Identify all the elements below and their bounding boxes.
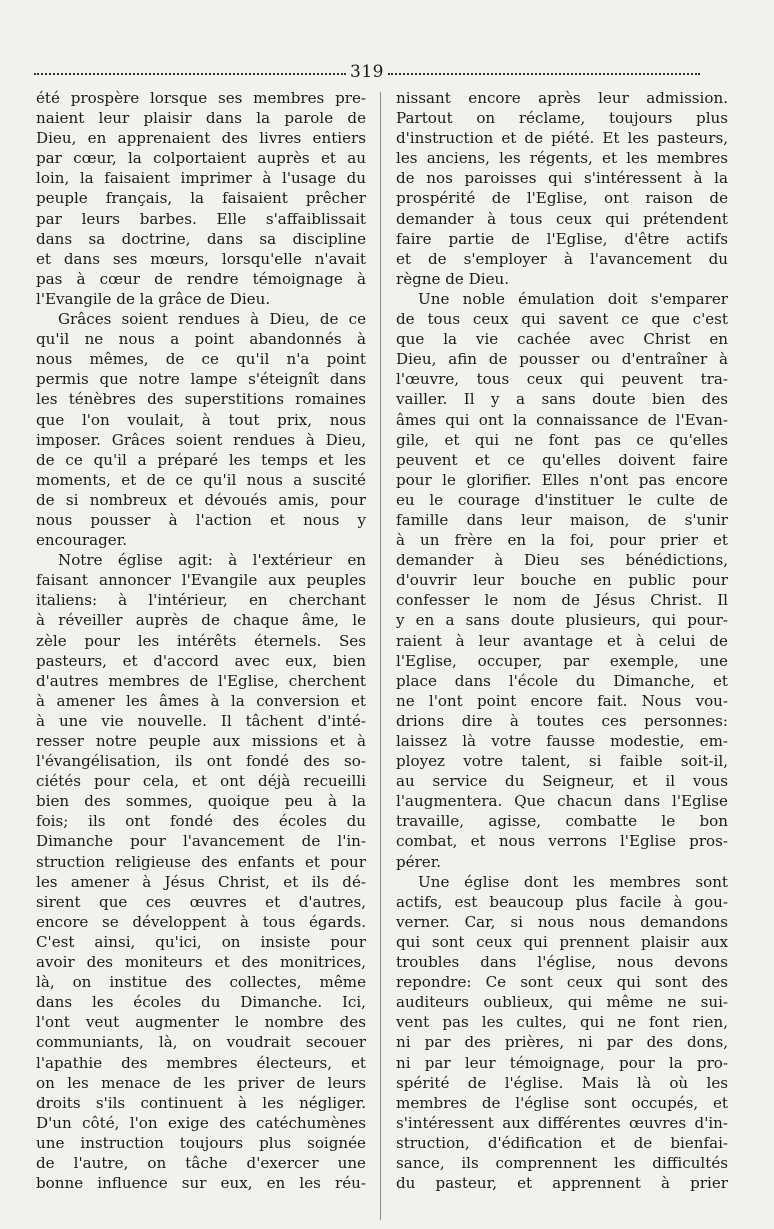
text-line: naient leur plaisir dans la parole de xyxy=(36,109,366,128)
text-line: l'Evangile de la grâce de Dieu. xyxy=(36,289,271,308)
text-line: ployez votre talent, si faible soit-il, xyxy=(396,752,728,771)
text-line: qui sont ceux qui prennent plaisir aux xyxy=(396,932,728,951)
text-line: par leurs barbes. Elle s'affaiblissait xyxy=(36,209,366,228)
text-line: struction, d'édification et de bienfai- xyxy=(396,1133,728,1152)
text-line: âmes qui ont la connaissance de l'Evan- xyxy=(396,410,728,429)
text-line: au service du Seigneur, et il vous xyxy=(396,772,728,791)
left-column xyxy=(36,88,366,1193)
text-line: auditeurs oublieux, qui même ne sui- xyxy=(396,993,728,1012)
text-line: place dans l'école du Dimanche, et xyxy=(396,671,728,690)
text-line: les anciens, les régents, et les membres xyxy=(396,149,728,168)
text-line: y en a sans doute plusieurs, qui pour- xyxy=(396,611,728,630)
text-line: là, on institue des collectes, même xyxy=(36,973,366,992)
text-line: spérité de l'église. Mais là où les xyxy=(396,1073,728,1092)
text-line: prospérité de l'Eglise, ont raison de xyxy=(396,189,728,208)
text-line: du pasteur, et apprennent à prier xyxy=(396,1174,728,1193)
text-line: par cœur, la colportaient auprès et au xyxy=(36,149,366,168)
text-line: Dieu, en apprenaient des livres entiers xyxy=(36,129,366,148)
text-line: eu le courage d'instituer le culte de xyxy=(396,490,728,509)
text-line: l'ont veut augmenter le nombre des xyxy=(36,1013,366,1032)
right-column xyxy=(396,88,728,1193)
text-line: l'apathie des membres électeurs, et xyxy=(36,1053,366,1072)
text-line: ni par des prières, ni par des dons, xyxy=(396,1033,728,1052)
text-line: à réveiller auprès de chaque âme, le xyxy=(36,611,366,630)
page-number: 319 xyxy=(350,62,384,82)
text-line: membres de l'église sont occupés, et xyxy=(396,1093,728,1112)
text-line: permis que notre lampe s'éteignît dans xyxy=(36,370,366,389)
text-line: ciétés pour cela, et ont déjà recueilli xyxy=(36,772,366,791)
text-line: dans sa doctrine, dans sa discipline xyxy=(36,229,366,248)
text-line: actifs, est beaucoup plus facile à gou- xyxy=(396,892,728,911)
text-line: raient à leur avantage et à celui de xyxy=(396,631,728,650)
text-line: avoir des moniteurs et des monitrices, xyxy=(36,953,366,972)
text-line: les amener à Jésus Christ, et ils dé- xyxy=(36,872,366,891)
text-line: encourager. xyxy=(36,531,128,550)
text-line: travaille, agisse, combatte le bon xyxy=(396,812,728,831)
text-line: de l'autre, on tâche d'exercer une xyxy=(36,1153,366,1172)
text-line: demander à tous ceux qui prétendent xyxy=(396,209,728,228)
text-line: Notre église agit: à l'extérieur en xyxy=(58,551,366,570)
text-line: règne de Dieu. xyxy=(396,269,510,288)
text-line: Partout on réclame, toujours plus xyxy=(396,109,728,128)
text-line: peuvent et ce qu'elles doivent faire xyxy=(396,450,728,469)
text-line: nous mêmes, de ce qu'il n'a point xyxy=(36,350,366,369)
text-line: bonne influence sur eux, en les réu- xyxy=(36,1174,366,1193)
text-line: les ténèbres des superstitions romaines xyxy=(36,390,366,409)
text-line: l'œuvre, tous ceux qui peuvent tra- xyxy=(396,370,728,389)
text-line: ni par leur témoignage, pour la pro- xyxy=(396,1053,728,1072)
text-line: de tous ceux qui savent ce que c'est xyxy=(396,310,728,329)
text-line: demander à Dieu ses bénédictions, xyxy=(396,551,728,570)
header-rule-left xyxy=(34,73,346,75)
text-line: d'ouvrir leur bouche en public pour xyxy=(396,571,728,590)
text-line: fois; ils ont fondé des écoles du xyxy=(36,812,366,831)
text-line: à un frère en la foi, pour prier et xyxy=(396,531,728,550)
header-rule-right xyxy=(388,73,700,75)
text-line: à une vie nouvelle. Il tâchent d'inté- xyxy=(36,711,366,730)
page-header xyxy=(34,60,700,84)
text-line: struction religieuse des enfants et pour xyxy=(36,852,366,871)
text-line: Dieu, afin de pousser ou d'entraîner à xyxy=(396,350,728,369)
text-line: à amener les âmes à la conversion et xyxy=(36,691,366,710)
text-line: resser notre peuple aux missions et à xyxy=(36,732,366,750)
text-line: faisant annoncer l'Evangile aux peuples xyxy=(36,571,366,590)
text-line: C'est ainsi, qu'ici, on insiste pour xyxy=(36,932,366,951)
text-line: Dimanche pour l'avancement de l'in- xyxy=(36,832,366,851)
text-line: drions dire à toutes ces personnes: xyxy=(396,711,728,730)
text-line: d'autres membres de l'Eglise, cherchent xyxy=(36,671,366,690)
text-line: sance, ils comprennent les difficultés xyxy=(396,1153,728,1172)
text-line: imposer. Grâces soient rendues à Dieu, xyxy=(36,430,366,449)
text-line: que la vie cachée avec Christ en xyxy=(396,330,728,349)
text-line: d'instruction et de piété. Et les pasteurs, xyxy=(396,129,728,148)
text-line: bien des sommes, quoique peu à la xyxy=(36,792,366,811)
text-line: pasteurs, et d'accord avec eux, bien xyxy=(36,651,366,670)
text-line: vailler. Il y a sans doute bien des xyxy=(396,390,728,409)
text-line: loin, la faisaient imprimer à l'usage du xyxy=(36,169,366,188)
text-line: pas à cœur de rendre témoignage à xyxy=(36,269,366,288)
text-line: l'augmentera. Que chacun dans l'Eglise xyxy=(396,792,728,811)
text-line: qu'il ne nous a point abandonnés à xyxy=(36,330,366,349)
text-line: nissant encore après leur admission. xyxy=(396,89,728,107)
text-line: on les menace de les priver de leurs xyxy=(36,1073,366,1092)
text-line: sirent que ces œuvres et d'autres, xyxy=(36,892,366,911)
text-line: s'intéressent aux différentes œuvres d'in- xyxy=(396,1113,728,1132)
text-line: que l'on voulait, à tout prix, nous xyxy=(36,410,366,429)
text-line: italiens: à l'intérieur, en cherchant xyxy=(36,591,366,610)
text-line: ne l'ont point encore fait. Nous vou- xyxy=(396,691,728,710)
text-line: droits s'ils continuent à les négliger. xyxy=(36,1093,366,1112)
text-line: et de s'employer à l'avancement du xyxy=(396,249,728,268)
text-line: et dans ses mœurs, lorsqu'elle n'avait xyxy=(36,249,366,268)
text-line: pour le glorifier. Elles n'ont pas encore xyxy=(396,470,728,489)
text-line: peuple français, la faisaient prêcher xyxy=(36,189,366,208)
text-line: communiants, là, on voudrait secouer xyxy=(36,1033,366,1052)
text-line: été prospère lorsque ses membres pre- xyxy=(36,89,366,107)
text-line: confesser le nom de Jésus Christ. Il xyxy=(396,591,728,610)
text-line: une instruction toujours plus soignée xyxy=(36,1133,366,1152)
text-line: Une église dont les membres sont xyxy=(418,872,728,891)
text-line: de ce qu'il a préparé les temps et les xyxy=(36,450,366,469)
text-line: encore se développent à tous égards. xyxy=(36,912,366,931)
text-line: D'un côté, l'on exige des catéchumènes xyxy=(36,1113,366,1132)
text-line: de nos paroisses qui s'intéressent à la xyxy=(396,169,728,188)
text-line: pérer. xyxy=(396,852,442,871)
text-line: dans les écoles du Dimanche. Ici, xyxy=(36,993,366,1012)
text-line: laissez là votre fausse modestie, em- xyxy=(396,732,728,750)
text-line: faire partie de l'Eglise, d'être actifs xyxy=(396,229,728,248)
text-line: l'Eglise, occuper, par exemple, une xyxy=(396,651,728,670)
text-line: Grâces soient rendues à Dieu, de ce xyxy=(58,310,366,329)
text-line: de si nombreux et dévoués amis, pour xyxy=(36,490,366,509)
text-line: verner. Car, si nous nous demandons xyxy=(396,912,728,931)
text-line: famille dans leur maison, de s'unir xyxy=(396,510,728,529)
column-divider xyxy=(380,92,381,1220)
text-line: repondre: Ce sont ceux qui sont des xyxy=(396,973,728,992)
text-line: nous pousser à l'action et nous y xyxy=(36,510,366,529)
text-line: moments, et de ce qu'il nous a suscité xyxy=(36,470,366,489)
text-line: gile, et qui ne font pas ce qu'elles xyxy=(396,430,728,449)
text-line: troubles dans l'église, nous devons xyxy=(396,953,728,972)
text-line: Une noble émulation doit s'emparer xyxy=(418,289,728,308)
text-line: combat, et nous verrons l'Eglise pros- xyxy=(396,832,728,851)
text-line: vent pas les cultes, qui ne font rien, xyxy=(396,1013,728,1032)
text-line: l'évangélisation, ils ont fondé des so- xyxy=(36,752,366,771)
text-line: zèle pour les intérêts éternels. Ses xyxy=(36,631,366,650)
